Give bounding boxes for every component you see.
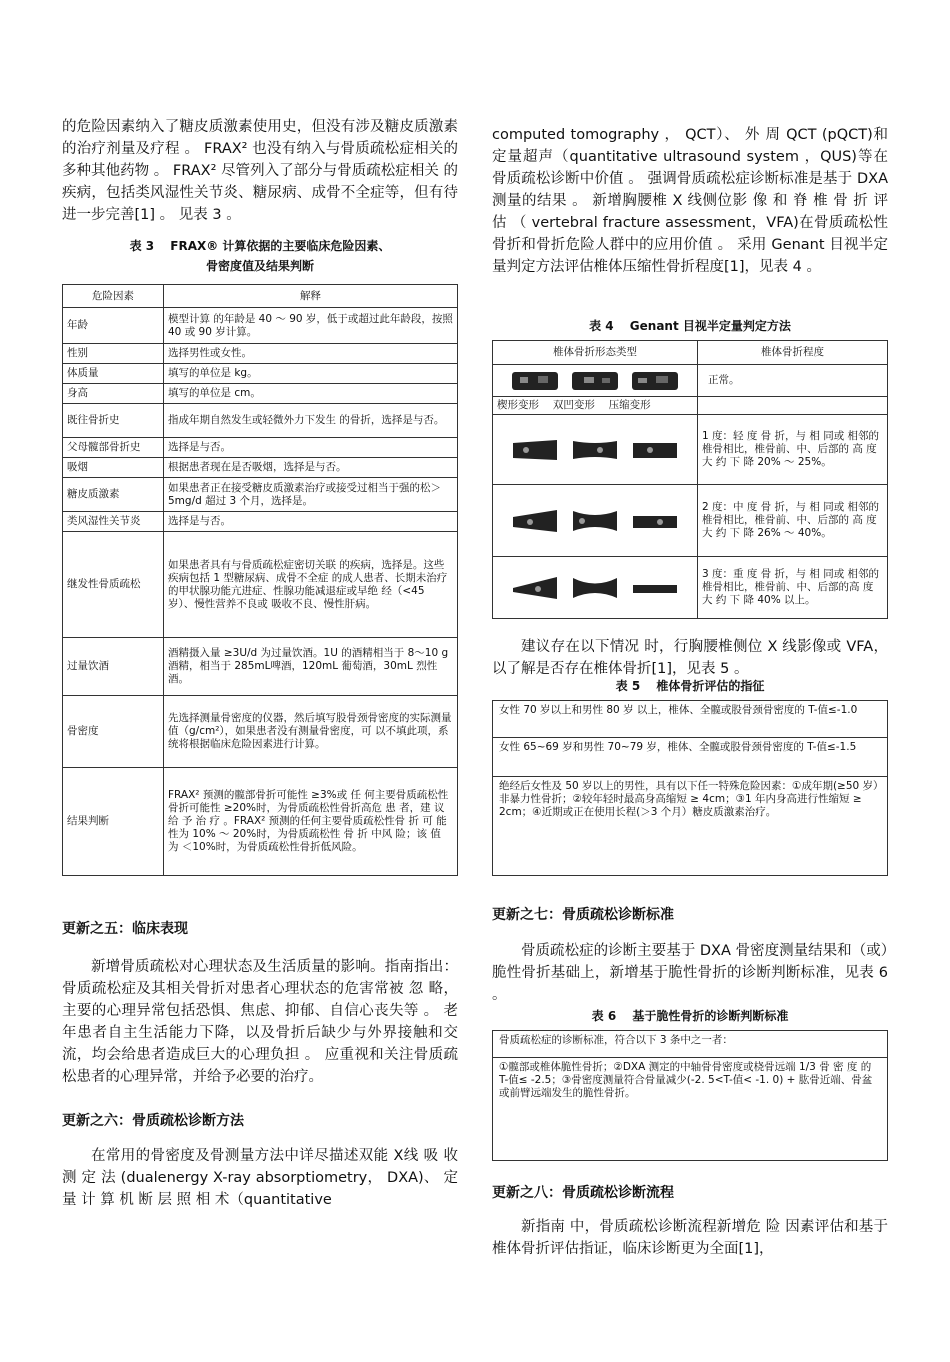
- table4-vertebra-images-grade2: [493, 485, 698, 557]
- table4-caption: 表 4 Genant 目视半定量判定方法: [589, 319, 791, 333]
- table3-explanation: 指成年期自然发生或轻微外力下发生 的骨折，选择是与否。: [164, 404, 458, 438]
- table3-header-cell: 解释: [164, 285, 458, 308]
- table6: [492, 1030, 888, 1161]
- table6-header: 骨质疏松症的诊断标准，符合以下 3 条中之一者：: [499, 1034, 733, 1046]
- table3-factor: 既往骨折史: [63, 404, 164, 438]
- table3-explanation: FRAX² 预测的髋部骨折可能性 ≥3%或 任 何主要骨质疏松性骨折可能性 ≥20%时，为骨质疏松性骨折高危 患 者，建 议 给 予 治 疗 。FRAX² 预测的任何主要骨质疏松性骨 折 可 能性为 10% ～ 20%时，为骨质疏松性 骨 折 中风 险；该 值 为 ＜10%时，为骨质疏松性骨折低风险。: [164, 768, 458, 876]
- table3-factor: 结果判断: [63, 768, 164, 876]
- table3-explanation: 选择男性或女性。: [164, 344, 458, 364]
- table3-explanation: 选择是与否。: [164, 438, 458, 458]
- table3-factor: 继发性骨质疏松: [63, 532, 164, 638]
- vertebra-biconcave-grade1-image: [570, 438, 620, 462]
- section7-paragraph: 骨质疏松症的诊断主要基于 DXA 骨密度测量结果和（或）脆性骨折基础上，新增基于脆性骨折的诊断判断标准，见表 6 。: [492, 943, 888, 1003]
- after-table4-paragraph: 建议存在以下情况 时，行胸腰椎侧位 X 线影像或 VFA，以了解是否存在椎体骨折[1]，见表 5 。: [492, 639, 888, 677]
- table3-factor: 年龄: [63, 308, 164, 344]
- table3-explanation: 选择是与否。: [164, 512, 458, 532]
- table3-factor: 体质量: [63, 364, 164, 384]
- vertebra-crush-grade1-image: [630, 438, 680, 462]
- vertebra-crush-grade2-image: [630, 509, 680, 533]
- table5-indication: 女性 65~69 岁和男性 70~79 岁，椎体、全髋或股骨颈骨密度的 T-值≤-1.5: [499, 741, 857, 753]
- table3-factor: 类风湿性关节炎: [63, 512, 164, 532]
- table-row: [63, 768, 458, 876]
- table3-header-row: [63, 285, 458, 308]
- vertebra-biconcave-grade3-image: [570, 576, 620, 600]
- table-row: [493, 415, 888, 485]
- table-row: [63, 696, 458, 768]
- table-row: [63, 512, 458, 532]
- table-row: [493, 485, 888, 557]
- table4-header-row: [493, 341, 888, 365]
- table3-factor: 父母髋部骨折史: [63, 438, 164, 458]
- table-row: [63, 478, 458, 512]
- section8-paragraph: 新指南 中，骨质疏松诊断流程新增危 险 因素评估和基于椎体骨折评估指证，临床诊断更为全面[1]，: [492, 1219, 888, 1257]
- table4-types-label: 楔形变形 双凹变形 压缩变形: [493, 397, 698, 415]
- table6-caption: 表 6 基于脆性骨折的诊断判断标准: [591, 1009, 789, 1023]
- table3-factor: 性别: [63, 344, 164, 364]
- table-row: [63, 458, 458, 478]
- table3-explanation: 填写的单位是 kg。: [164, 364, 458, 384]
- table4-grade1: 1 度：轻 度 骨 折，与 相 同或 相邻的椎骨相比，椎骨前、中、后部的 高 度 大 约 下 降 20% ～ 25%。: [698, 415, 888, 485]
- table3-factor: 身高: [63, 384, 164, 404]
- table3-explanation: 如果患者具有与骨质疏松症密切关联 的疾病，选择是。这些疾病包括 1 型糖尿病、成骨不全症 的成人患者、长期未治疗的甲状腺功能亢进症、性腺功能减退症或早绝 经（<45 岁）、慢性营养不良或 吸收不良、慢性肝病。: [164, 532, 458, 638]
- vertebra-crush-normal-image: [630, 369, 680, 393]
- table4-vertebra-images-normal: [493, 365, 698, 397]
- table-row: [493, 365, 888, 397]
- table4-header-cell: 椎体骨折形态类型: [493, 341, 698, 365]
- section5-paragraph: 新增骨质疏松对心理状态及生活质量的影响。指南指出：骨质疏松症及其相关骨折对患者心理状态的危害常被 忽 略，主要的心理异常包括恐惧、焦虑、抑郁、自信心丧失等 。 老年患者自主生活能力下降，以及骨折后缺少与外界接触和交流，均会给患者造成巨大的心理负担 。 应重视和关注骨质疏松患者的心理异常，并给予必要的治疗。: [62, 959, 458, 1085]
- table3-factor: 吸烟: [63, 458, 164, 478]
- table5: [492, 700, 888, 876]
- table3-factor: 过量饮酒: [63, 638, 164, 696]
- table-row: [63, 344, 458, 364]
- table-row: [493, 777, 887, 875]
- table3-caption-line1: 表 3 FRAX® 计算依据的主要临床危险因素、: [129, 239, 391, 253]
- left-intro-paragraph: 的危险因素纳入了糖皮质激素使用史，但没有涉及糖皮质激素的治疗剂量及疗程 。 FRAX² 也没有纳入与骨质疏松症相关的多种其他药物 。 FRAX² 尽管列入了部分与骨质疏松症相关 的疾病，包括类风湿性关节炎、糖尿病、成骨不全症等，但有待进一步完善[1] 。 见表 3 。: [62, 119, 458, 223]
- table3-explanation: 模型计算 的年龄是 40 ～ 90 岁，低于或超过此年龄段，按照 40 或 90 岁计算。: [164, 308, 458, 344]
- table4-grade3: 3 度：重 度 骨 折，与 相 同或 相邻的椎骨相比，椎骨前、中、后部的高 度 大 约 下 降 40% 以上。: [698, 557, 888, 619]
- table6-criteria: ①髋部或椎体脆性骨折；②DXA 测定的中轴骨骨密度或桡骨远端 1/3 骨 密 度 的 T-值≤ -2.5；③骨密度测量符合骨量减少(-2. 5<T-值< -1. 0) + 肱骨近端、骨盆或前臂远端发生的脆性骨折。: [499, 1061, 873, 1099]
- table-row: [493, 397, 888, 415]
- table-row: [63, 532, 458, 638]
- table3-explanation: 酒精摄入量 ≥3U/d 为过量饮酒。1U 的酒精相当于 8～10 g 酒精，相当于 285mL啤酒，120mL 葡萄酒，30mL 烈性酒。: [164, 638, 458, 696]
- vertebra-wedge-normal-image: [510, 369, 560, 393]
- table-row: [493, 1031, 887, 1058]
- table5-indication: 绝经后女性及 50 岁以上的男性，具有以下任一特殊危险因素：①成年期(≥50 岁）非暴力性骨折；②较年轻时最高身高缩短 ≥ 4cm；③1 年内身高进行性缩短 ≥ 2cm；④近期或正在使用长程(＞3 个月）糖皮质激素治疗。: [499, 780, 879, 818]
- table5-indication: 女性 70 岁以上和男性 80 岁 以上，椎体、全髋或股骨颈骨密度的 T-值≤-1.0: [499, 704, 858, 716]
- table3-factor: 糖皮质激素: [63, 478, 164, 512]
- table4: [492, 340, 888, 619]
- table3-factor: 骨密度: [63, 696, 164, 768]
- table-row: [63, 364, 458, 384]
- section6-title: 更新之六：骨质疏松诊断方法: [62, 1113, 244, 1129]
- table-row: [63, 308, 458, 344]
- table-row: [493, 701, 887, 738]
- table4-empty-cell: [698, 397, 888, 415]
- table-row: [63, 404, 458, 438]
- table5-caption: 表 5 椎体骨折评估的指征: [615, 679, 765, 693]
- table3-explanation: 先选择测量骨密度的仪器，然后填写股骨颈骨密度的实际测量值（g/cm²），如果患者没有测量骨密度，可 以不填此项，系统将根据临床危险因素进行计算。: [164, 696, 458, 768]
- table-row: [63, 384, 458, 404]
- table3-header-cell: 危险因素: [63, 285, 164, 308]
- table-row: [493, 557, 888, 619]
- table4-header-cell: 椎体骨折程度: [698, 341, 888, 365]
- vertebra-biconcave-normal-image: [570, 369, 620, 393]
- vertebra-wedge-grade1-image: [510, 438, 560, 462]
- table4-vertebra-images-grade3: [493, 557, 698, 619]
- vertebra-crush-grade3-image: [630, 576, 680, 600]
- table3-explanation: 如果患者正在接受糖皮质激素治疗或接受过相当于强的松＞5mg/d 超过 3 个月，选择是。: [164, 478, 458, 512]
- table4-grade-normal: 正常。: [698, 365, 888, 397]
- table-row: [63, 438, 458, 458]
- section7-title: 更新之七：骨质疏松诊断标准: [492, 907, 674, 923]
- section8-title: 更新之八：骨质疏松诊断流程: [492, 1185, 674, 1201]
- vertebra-biconcave-grade2-image: [570, 509, 620, 533]
- right-continued-paragraph: computed tomography ， QCT）、 外 周 QCT (pQCT)和定量超声（quantitative ultrasound system ，QUS)等在骨质疏松诊断中价值 。 强调骨质疏松症诊断标准是基于 DXA 测量的结果 。 新增胸腰椎 X 线侧位影 像 和 脊 椎 骨 折 评 估 （ vertebral fracture assessment，VFA)在骨质疏松性骨折和骨折危险人群中的应用价值 。 采用 Genant 目视半定量判定方法评估椎体压缩性骨折程度[1]，见表 4 。: [492, 127, 888, 275]
- table3-explanation: 根据患者现在是否吸烟，选择是与否。: [164, 458, 458, 478]
- table3-caption-line2: 骨密度值及结果判断: [205, 259, 314, 273]
- table3: [62, 284, 458, 876]
- table4-grade2: 2 度：中 度 骨 折，与 相 同或 相邻的椎骨相比，椎骨前、中、后部的 高 度 大 约 下 降 26% ～ 40%。: [698, 485, 888, 557]
- table-row: [493, 738, 887, 777]
- table4-vertebra-images-grade1: [493, 415, 698, 485]
- table3-explanation: 填写的单位是 cm。: [164, 384, 458, 404]
- table-row: [63, 638, 458, 696]
- table-row: [493, 1058, 887, 1160]
- vertebra-wedge-grade3-image: [510, 576, 560, 600]
- section6-paragraph: 在常用的骨密度及骨测量方法中详尽描述双能 X线 吸 收 测 定 法 (dualenergy X-ray absorptiometry， DXA)、 定 量 计 算 机 断 层 照 相 术（quantitative: [62, 1148, 458, 1208]
- section5-title: 更新之五：临床表现: [62, 921, 188, 937]
- vertebra-wedge-grade2-image: [510, 509, 560, 533]
